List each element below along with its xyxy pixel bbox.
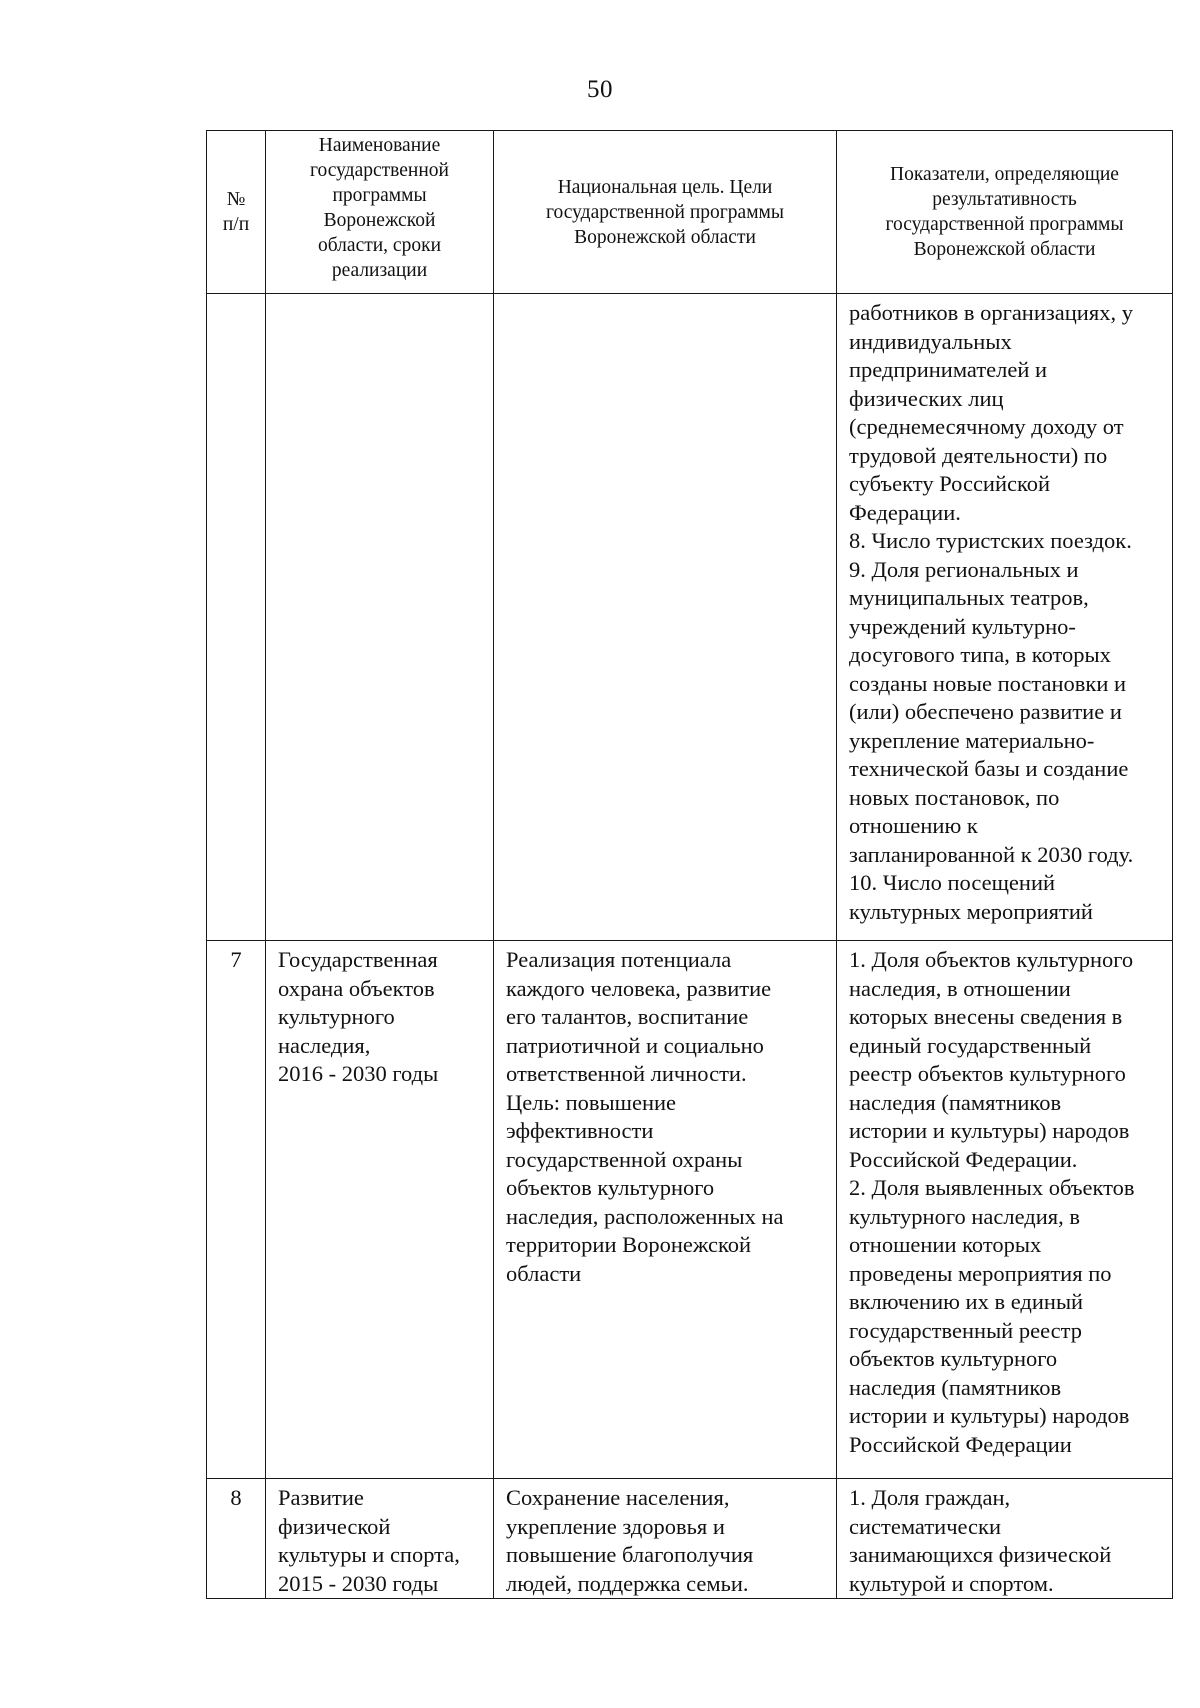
cell-program: Государственная охрана объектов культурного наследия, 2016 - 2030 годы [266, 941, 494, 1479]
header-national-goal: Национальная цель. Цели государственной программы Воронежской области [494, 131, 837, 294]
programs-table [206, 130, 1173, 1599]
table-row [207, 1479, 1173, 1599]
table-row [207, 294, 1173, 941]
cell-number [207, 294, 266, 941]
cell-goal: Сохранение населения, укрепление здоровья и повышение благополучия людей, поддержка семьи. [494, 1479, 837, 1599]
cell-indicators: работников в организациях, у индивидуальных предпринимателей и физических лиц (среднемесячному доходу от трудовой деятельности) по субъекту Российской Федерации. 8. Число туристских поездок. 9. Доля региональных и муниципальных театров, учреждений культурно- досугового типа, в которых созданы новые постановки и (или) обеспечено развитие и укрепление материально- технической базы и создание новых постановок, по отношению к запланированной к 2030 году. 10. Число посещений культурных мероприятий [837, 294, 1173, 941]
table-header-row [207, 131, 1173, 294]
cell-program: Развитие физической культуры и спорта, 2015 - 2030 годы [266, 1479, 494, 1599]
header-indicators: Показатели, определяющие результативность государственной программы Воронежской области [837, 131, 1173, 294]
cell-number: 7 [207, 941, 266, 1479]
cell-goal [494, 294, 837, 941]
cell-indicators: 1. Доля граждан, систематически занимающихся физической культурой и спортом. [837, 1479, 1173, 1599]
header-program-name: Наименование государственной программы Воронежской области, сроки реализации [266, 131, 494, 294]
cell-indicators: 1. Доля объектов культурного наследия, в отношении которых внесены сведения в единый государственный реестр объектов культурного наследия (памятников истории и культуры) народов Российской Федерации. 2. Доля выявленных объектов культурного наследия, в отношении которых проведены мероприятия по включению их в единый государственный реестр объектов культурного наследия (памятников истории и культуры) народов Российской Федерации [837, 941, 1173, 1479]
cell-number: 8 [207, 1479, 266, 1599]
cell-goal: Реализация потенциала каждого человека, развитие его талантов, воспитание патриотичной и социально ответственной личности. Цель: повышение эффективности государственной охраны объектов культурного наследия, расположенных на территории Воронежской области [494, 941, 837, 1479]
table-row [207, 941, 1173, 1479]
header-number: № п/п [207, 131, 266, 294]
cell-program [266, 294, 494, 941]
page-number: 50 [587, 76, 613, 103]
